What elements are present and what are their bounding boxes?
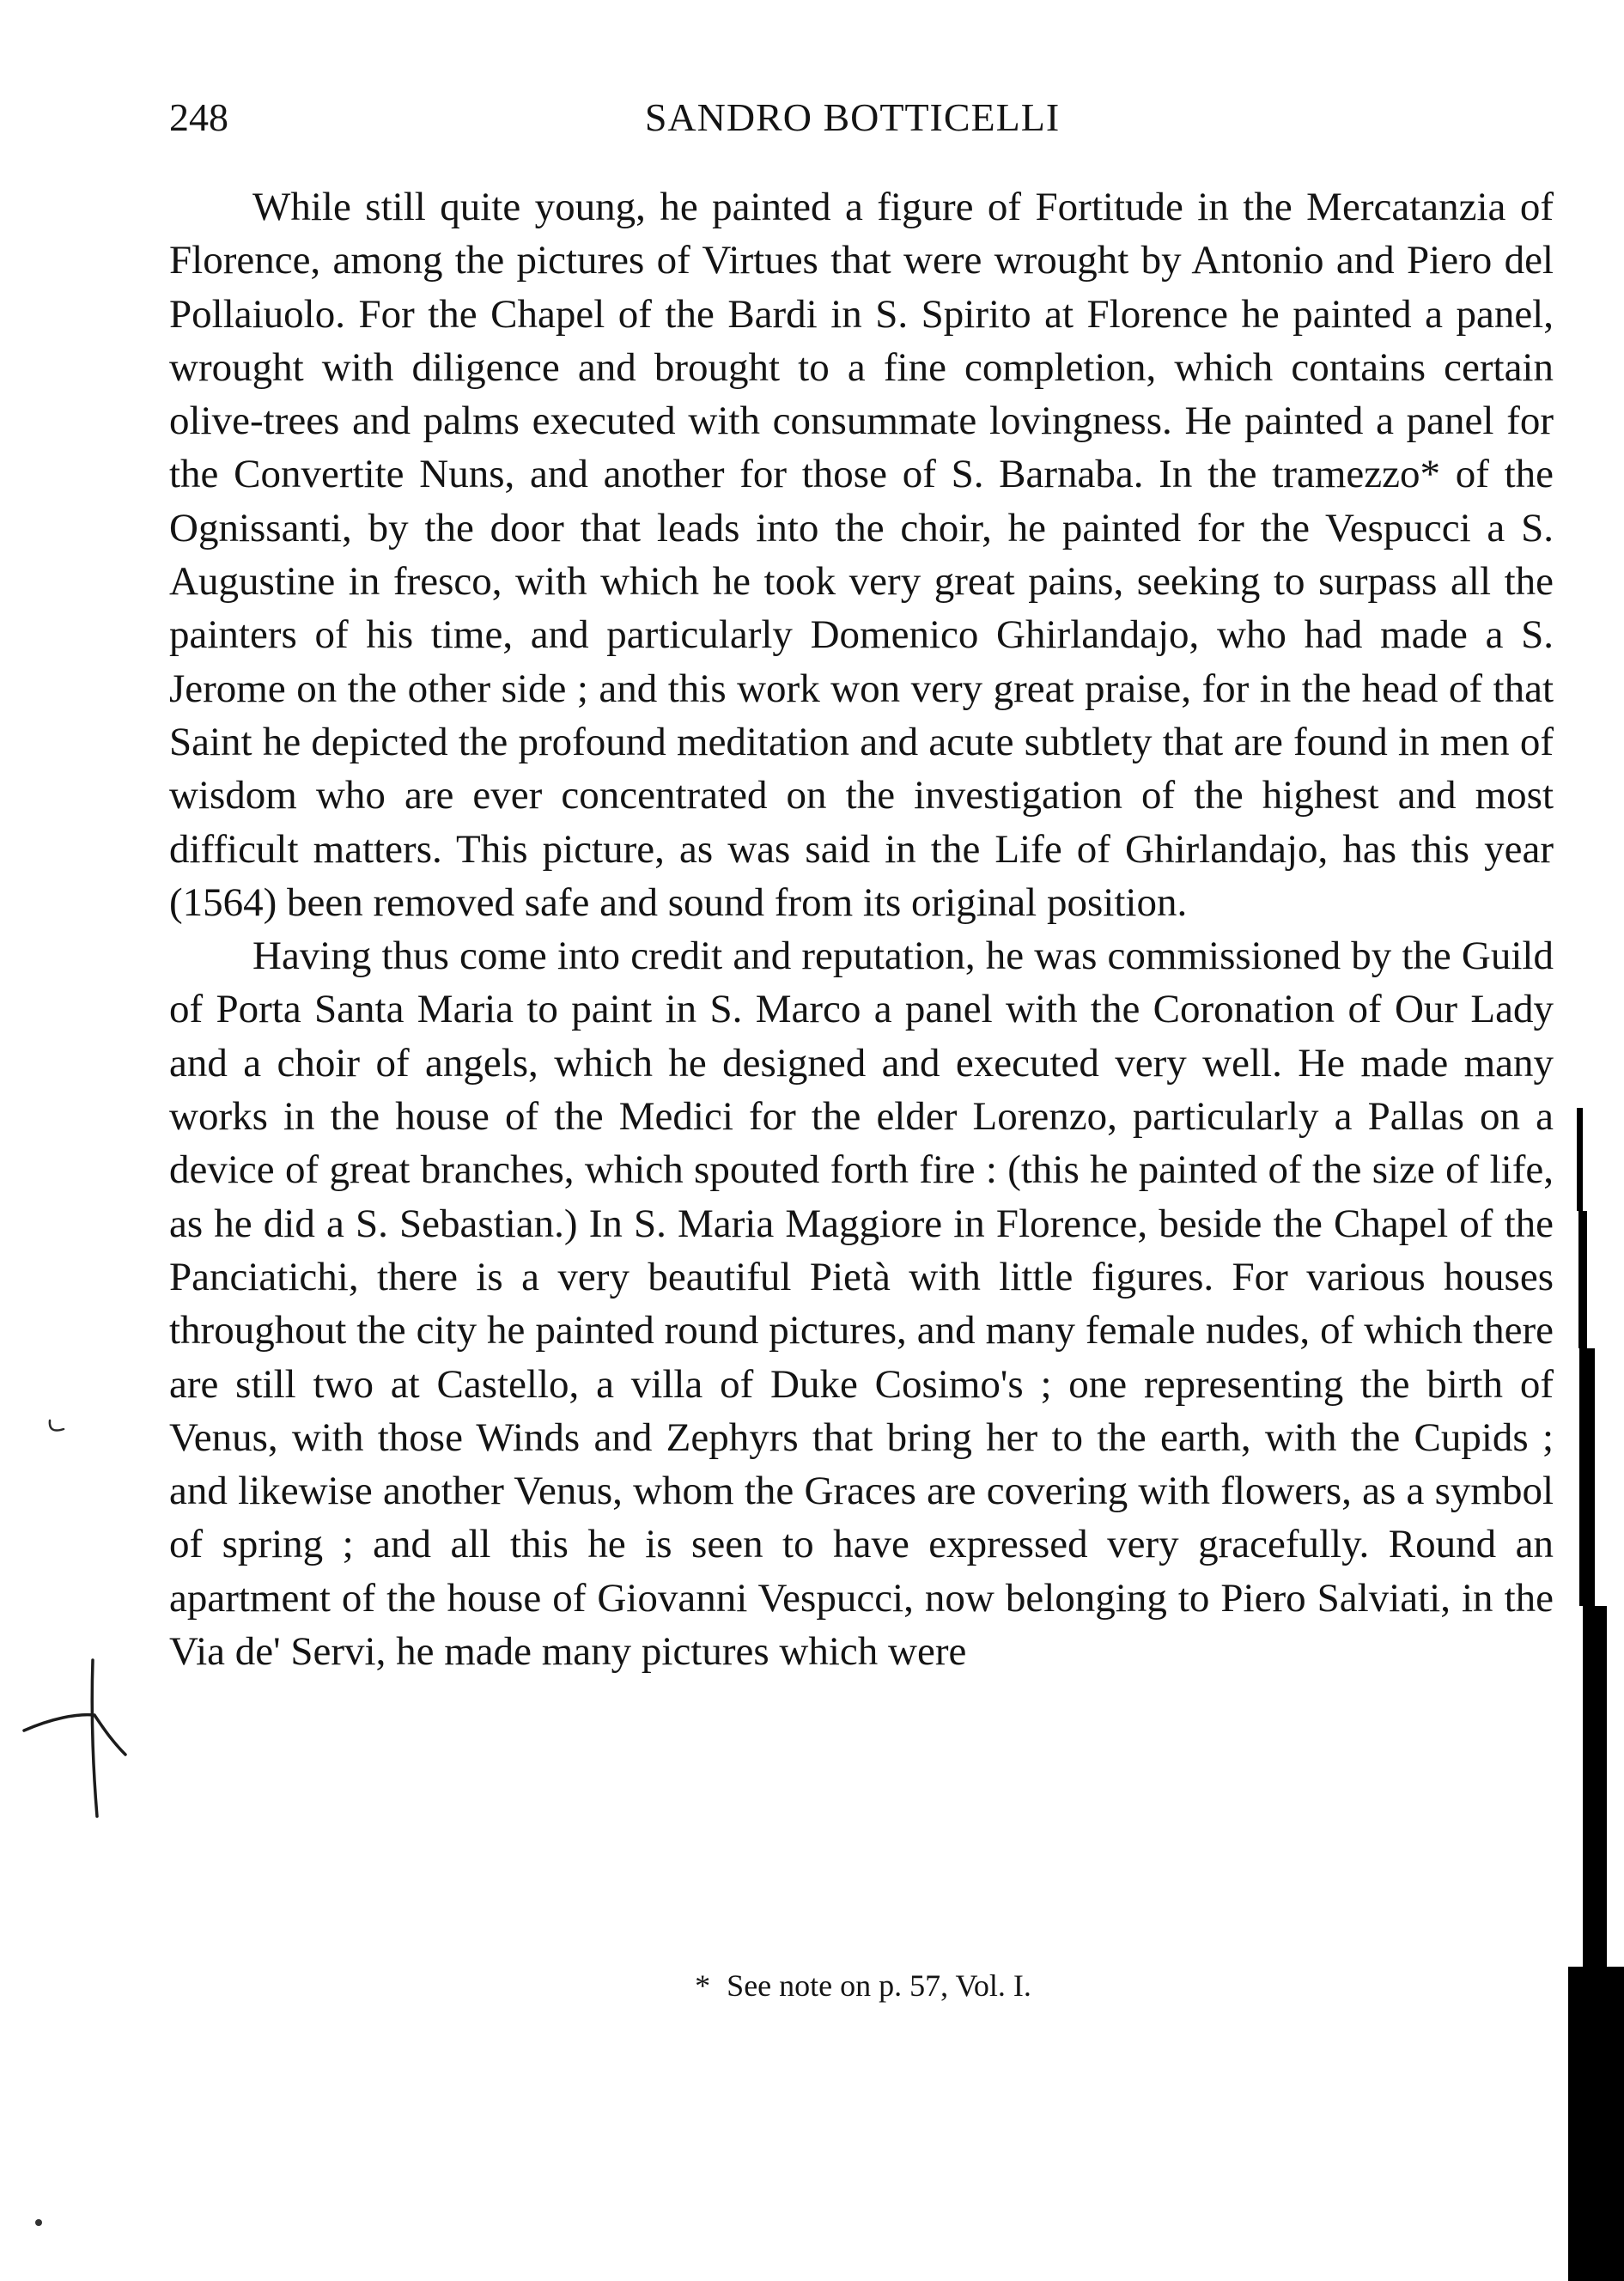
page-edge-shadow — [1583, 1606, 1607, 1967]
body-text — [169, 180, 1554, 1678]
pencil-dot — [35, 2219, 42, 2226]
footnote-text: See note on p. 57, Vol. I. — [727, 1968, 1031, 2003]
page-edge-shadow — [1577, 1108, 1583, 1211]
page-edge-shadow — [1568, 1967, 1624, 2281]
tick-mark-icon — [45, 1417, 70, 1443]
cross-mark-icon — [17, 1653, 129, 1825]
paragraph: Having thus come into credit and reputation, he was commissioned by the Guild of Porta Santa Maria to paint in S. Marco a panel with the Coronation of Our Lady and a choir of angels, which he designed and executed very well. He made many works in the house of the Medici for the elder Lorenzo, particularly a Pallas on a device of great branches, which spouted forth fire : (this he painted of the size of life, as he did a S. Sebastian.) In S. Maria Maggiore in Florence, beside the Chapel of the Panciatichi, there is a very beautiful Pietà with little figures. For various houses throughout the city he painted round pictures, and many female nudes, of which there are still two at Castello, a villa of Duke Cosimo's ; one representing the birth of Venus, with those Winds and Zephyrs that bring her to the earth, with the Cupids ; and likewise another Venus, whom the Graces are covering with flowers, as a symbol of spring ; and all this he is seen to have expressed very gracefully. Round an apartment of the house of Giovanni Vespucci, now belonging to Piero Salviati, in the Via de' Servi, he made many pictures which were — [169, 934, 1554, 1675]
paragraph: While still quite young, he painted a figure of Fortitude in the Mercatanzia of Florence, among the pictures of Virtues that were wrought by Antonio and Piero del Pollaiuolo. For the Chapel of the Bardi in S. Spirito at Florence he painted a panel, wrought with diligence and brought to a fine completion, which contains certain olive-trees and palms executed with consummate lovingness. He painted a panel for the Convertite Nuns, and another for those of S. Barnaba. In the tramezzo* of the Ognissanti, by the door that leads into the choir, he painted for the Vespucci a S. Augustine in fresco, with which he took very great pains, seeking to surpass all the painters of his time, and particularly Domenico Ghirlandajo, who had made a S. Jerome on the other side ; and this work won very great praise, for in the head of that Saint he depicted the profound meditation and acute subtlety that are found in men of wisdom who are ever concentrated on the investigation of the highest and most difficult matters. This picture, as was said in the Life of Ghirlandajo, has this year (1564) been removed safe and sound from its original position. — [169, 185, 1554, 925]
footnote-marker: * — [695, 1968, 711, 2003]
page-edge-shadow — [1578, 1211, 1587, 1348]
page-number: 248 — [169, 95, 228, 139]
page-edge-shadow — [1579, 1348, 1595, 1606]
footnote — [0, 1965, 1624, 2006]
running-title: SANDRO BOTTICELLI — [644, 95, 1061, 139]
